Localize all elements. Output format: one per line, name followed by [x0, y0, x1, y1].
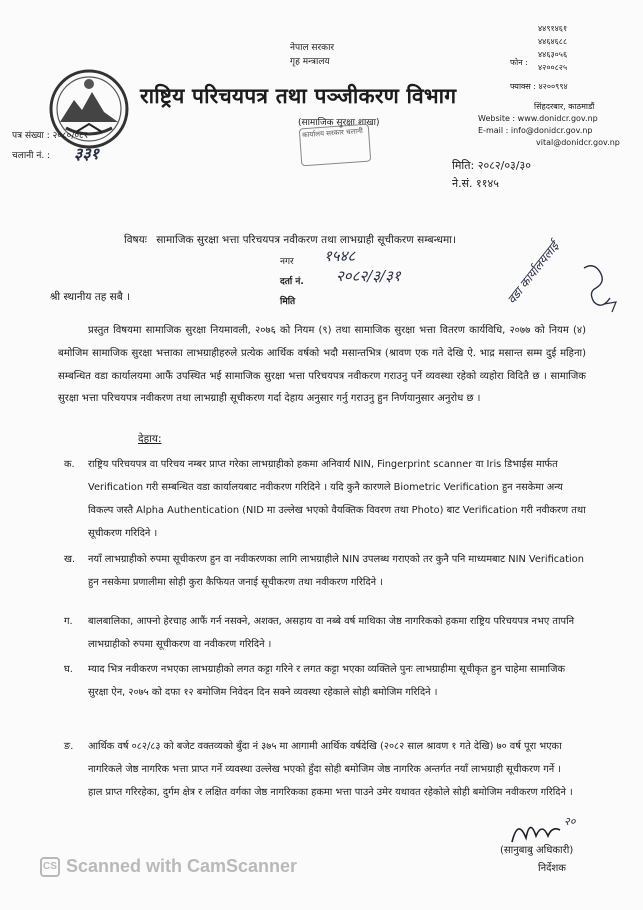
ministry-label: गृह मन्त्रालय [290, 57, 330, 67]
list-item [64, 610, 588, 656]
body-paragraph: प्रस्तुत विषयमा सामाजिक सुरक्षा नियमावली, २०७६ को नियम (९) तथा सामाजिक सुरक्षा भत्ता वितरण कार्यविधि, २०७७ को नियम (४) बमोजिम सामाजिक सुरक्षा भत्ताका लाभग्राहीहरुले प्रत्येक आर्थिक वर्षको भदौ मसान्तभित्र (श्रावण एक गते देखि ऐ. भाद्र मसान्त सम्म दुई महिना) सम्बन्धित वडा कार्यालयमा आफैं उपस्थित भई सामाजिक सुरक्षा भत्ता परिचयपत्र नवीकरण गराउनु पर्ने व्यवस्था रहेको व्यहोरा विदितै छ । सामाजिक सुरक्षा भत्ता परिचयपत्र नवीकरण तथा लाभग्राही सूचीकरण गर्दा देहाय अनुसार गर्नु गराउनु हुन निर्णयानुसार अनुरोध छ । [58, 325, 586, 405]
date-miti: मिति: २०८२/०३/३० [452, 159, 531, 172]
list-item [64, 658, 588, 704]
email-secondary: vital@donidcr.gov.np [536, 138, 620, 147]
side-note-text: वडा कार्यालयलाई [504, 239, 562, 307]
gov-label: नेपाल सरकार [290, 43, 335, 53]
department-title: राष्ट्रिय परिचयपत्र तथा पञ्जीकरण विभाग [140, 84, 457, 108]
patra-sankhya: पत्र संख्या : २०८०/०८१ [12, 131, 89, 141]
subject-text: सामाजिक सुरक्षा भत्ता परिचयपत्र नवीकरण तथा लाभग्राही सूचीकरण सम्बन्धमा। [156, 234, 456, 246]
chalani-label: चलानी नं. : [12, 151, 51, 161]
list-item-marker: ख. [64, 554, 76, 565]
subject-label: विषयः [124, 234, 147, 246]
fax: फ्याक्स : ४२००९९४ [510, 82, 568, 91]
list-item-marker: क. [64, 459, 75, 470]
receipt-label-nagar: नगर [280, 257, 294, 267]
chalani-number: ३३१ [74, 144, 99, 163]
date-nepal-sambat: ने.सं. ११४५ [452, 177, 499, 190]
subject-line [124, 233, 456, 247]
receipt-value-1: १५४८ [324, 247, 356, 265]
dehay-heading: देहाय: [138, 433, 162, 445]
website: Website : www.donidcr.gov.np [478, 114, 598, 123]
office-stamp [299, 124, 371, 167]
camscanner-text: Scanned with CamScanner [66, 856, 298, 876]
camscanner-icon: CS [40, 857, 60, 877]
stamp-text: कार्यालय सरकार चलानी [301, 127, 364, 140]
list-item-text: म्याद भित्र नवीकरण नभएका लाभग्राहीको लगत कट्टा गरिने र लगत कट्टा भएका व्यक्तिले पुनः लाभग्राहीमा सूचीकृत हुन चाहेमा सामाजिक सुरक्षा ऐन, २०७५ को दफा १२ बमोजिम निवेदन दिन सक्ने व्यवस्था रहेकाले सोही बमोजिम गरिदिने । [88, 664, 565, 698]
list-item-text: राष्ट्रिय परिचयपत्र वा परिचय नम्बर प्राप्त गरेका लाभग्राहीको हकमा अनिवार्य NIN, Fingerprint scanner वा Iris डिभाईस मार्फत Verification गरी सम्बन्धित वडा कार्यालयबाट नवीकरण गरिदिने । यदि कुनै कारणले Biometric Verification हुन नसकेमा अन्य विकल्प जस्तै Alpha Authentication (NID मा उल्लेख भएको वैयक्तिक विवरण तथा Photo) बाट Verification गरी नवीकरण तथा सूचीकरण गरिदिने । [88, 459, 586, 539]
list-item-marker: ङ. [64, 741, 74, 752]
list-item-marker: घ. [64, 664, 73, 675]
receipt-stamp [280, 247, 420, 318]
phone-label: फोन : [510, 58, 528, 67]
phone-number: ४४६३०५६ [538, 50, 568, 59]
addressee: श्री स्थानीय तह सबै । [50, 291, 131, 303]
receipt-label-miti: मिति [280, 297, 296, 307]
signatory-title: निर्देशक [538, 863, 566, 874]
signature-date: २० [564, 815, 576, 828]
phone-list [538, 22, 567, 74]
list-item-marker: ग. [64, 616, 73, 627]
phone-number: ४४६४६८८ [538, 37, 568, 46]
receipt-value-2: २०८२/३/३१ [336, 267, 401, 285]
phone-number: ४४९१४६१ [538, 24, 568, 33]
section-label: (सामाजिक सुरक्षा शाखा) [298, 118, 380, 128]
list-item-text: नयाँ लाभग्राहीको रुपमा सूचीकरण हुन वा नवीकरणका लागि लाभग्राहीले NIN उपलब्ध गराएको तर कुनै पनि माध्यमबाट NIN Verification हुन नसकेमा प्रणालीमा सोही कुरा कैफियत जनाई सूचीकरण तथा नवीकरण गरिदिने । [88, 554, 584, 588]
list-item-text: आर्थिक वर्ष ०८२/८३ को बजेट वक्तव्यको बुँदा नं ३७५ मा आगामी आर्थिक वर्षदेखि (२०८२ साल श्रावण १ गते देखि) ७० वर्ष पूरा भएका नागरिकले जेष्ठ नागरिक भत्ता प्राप्त गर्ने व्यवस्था उल्लेख भएको हुँदा सोही बमोजिम जेष्ठ नागरिक अन्तर्गत नयाँ लाभग्राही सूचीकरण गर्ने । हाल प्राप्त गरिरहेका, दुर्गम क्षेत्र र लक्षित वर्गका जेष्ठ नागरिकका हकमा भत्ता पाउने उमेर यथावत रहेकोले सोही बमोजिम नवीकरण गरिदिने । [88, 741, 573, 798]
signatory-name: (सानुबाबु अधिकारी) [500, 845, 574, 856]
handwritten-note [494, 208, 634, 328]
list-item [64, 548, 588, 594]
phone-number: ४२००८२५ [538, 63, 568, 72]
list-item-text: बालबालिका, आफ्नो हेरचाह आफैं गर्न नसक्ने, अशक्त, असहाय वा नब्बे वर्ष माथिका जेष्ठ नागरिकको हकमा राष्ट्रिय परिचयपत्र नभए तापनि लाभग्राहीको रुपमा सूचीकरण वा नवीकरण गरिदिने । [88, 616, 575, 650]
camscanner-watermark [40, 856, 297, 877]
list-item [64, 735, 578, 804]
address: सिंहदरबार, काठमाडौं [534, 102, 595, 111]
email: E-mail : info@donidcr.gov.np [478, 126, 593, 135]
receipt-label-darta: दर्ता नं. [280, 277, 304, 287]
list-item [64, 453, 588, 545]
